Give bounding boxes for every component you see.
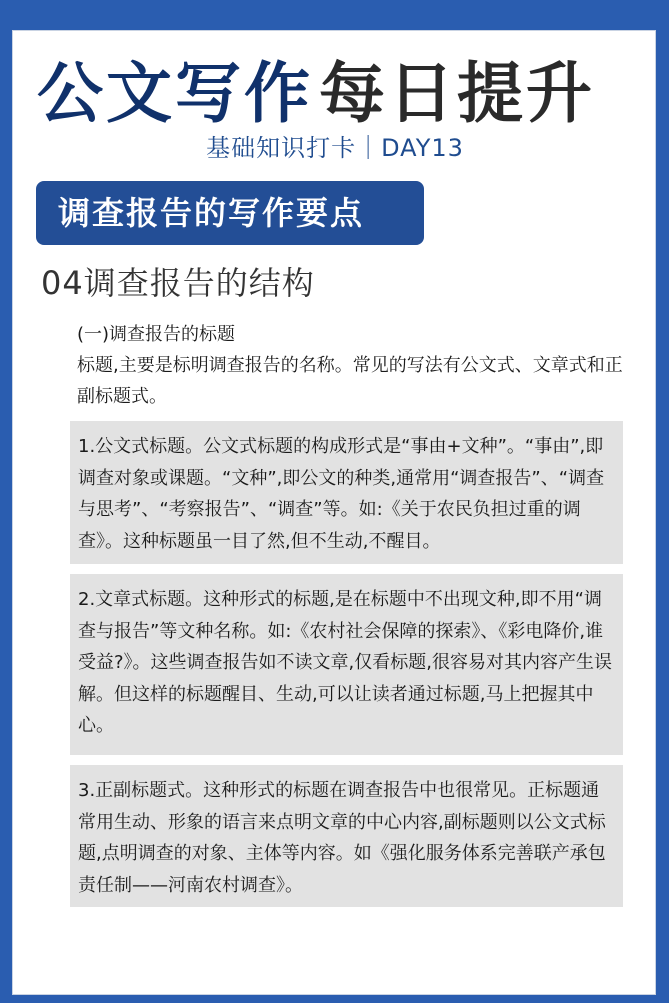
intro-label: (一)调查报告的标题 <box>77 324 236 345</box>
info-box-text: 3.正副标题式。这种形式的标题在调查报告中也很常见。正标题通常用生动、形象的语言来点明文章的中心内容,副标题则以公文式标题,点明调查的对象、主体等内容。如《强化服务体系完善联产承包责任制——河南农村调查》。 <box>78 780 606 896</box>
info-box-3 <box>70 765 623 907</box>
section-banner: 调查报告的写作要点 <box>36 181 424 245</box>
info-box-text: 2.文章式标题。这种形式的标题,是在标题中不出现文种,即不用“调查与报告”等文种名称。如:《农村社会保障的探索》、《彩电降价,谁受益?》。这些调查报告如不读文章,仅看标题,很容易对其内容产生误解。但这样的标题醒目、生动,可以让读者通过标题,马上把握其中心。 <box>78 589 612 736</box>
info-box-text: 1.公文式标题。公文式标题的构成形式是“事由+文种”。“事由”,即调查对象或课题。“文种”,即公文的种类,通常用“调查报告”、“调查与思考”、“考察报告”、“调查”等。如:《关于农民负担过重的调查》。这种标题虽一目了然,但不生动,不醒目。 <box>78 436 605 552</box>
title-part-1: 公文写作 <box>37 55 313 132</box>
content-card <box>12 30 656 995</box>
intro-block <box>77 319 625 412</box>
page-title <box>37 51 637 137</box>
subtitle: 基础知识打卡｜DAY13 <box>206 134 464 162</box>
title-part-2: 每日提升 <box>319 55 595 132</box>
intro-text: 标题,主要是标明调查报告的名称。常见的写法有公文式、文章式和正副标题式。 <box>77 355 623 407</box>
info-box-2 <box>70 574 623 755</box>
section-heading: 04调查报告的结构 <box>41 264 315 302</box>
info-box-1 <box>70 421 623 564</box>
